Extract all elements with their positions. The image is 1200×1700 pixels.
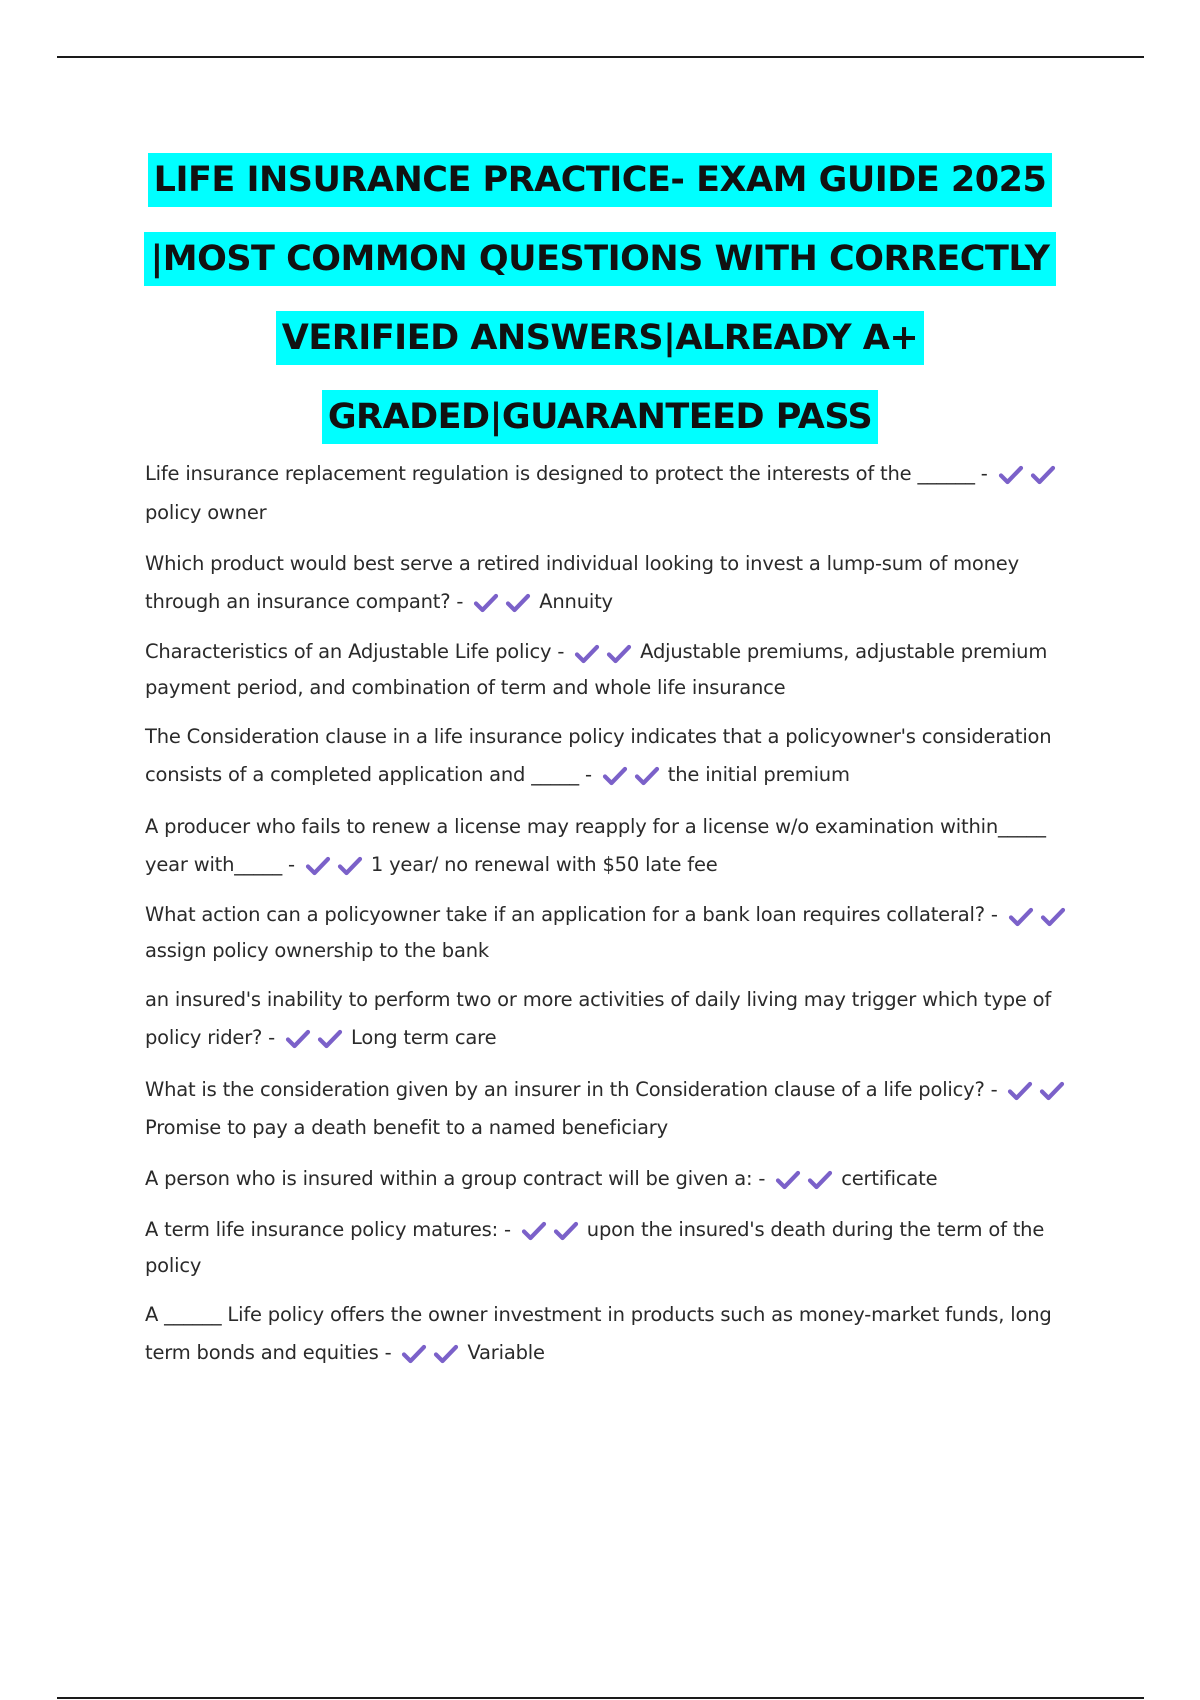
qa-item-10 xyxy=(145,1212,1075,1283)
answer-text: certificate xyxy=(841,1167,938,1190)
answer-text: Variable xyxy=(467,1340,545,1364)
check-icon xyxy=(1008,906,1034,928)
check-icon xyxy=(775,1169,801,1191)
question-text: an insured's inability to perform two or more activities of daily living may trigger which type of policy rider? - xyxy=(145,988,1052,1049)
question-text: Characteristics of an Adjustable Life policy - xyxy=(145,640,565,663)
check-icon xyxy=(1030,464,1056,486)
check-icon xyxy=(505,592,531,614)
double-check-icon xyxy=(775,1161,839,1199)
answer-text: the initial premium xyxy=(667,763,850,786)
answer-text: Adjustable premiums, adjustable premium payment period, and combination of term and whole life insurance xyxy=(145,640,1048,699)
check-icon xyxy=(602,765,628,787)
qa-list xyxy=(145,455,1075,1385)
answer-text: upon the insured's death during the term of the policy xyxy=(145,1217,1045,1277)
check-icon xyxy=(1039,1080,1065,1102)
check-icon xyxy=(574,643,600,665)
answer-text: 1 year/ no renewal with $50 late fee xyxy=(370,852,718,876)
check-icon xyxy=(305,855,331,877)
check-icon xyxy=(807,1169,833,1191)
qa-item-9 xyxy=(145,1160,1075,1199)
double-check-icon xyxy=(998,456,1062,494)
question-text: A producer who fails to renew a license may reapply for a license w/o examination within_____ year with_____ - xyxy=(145,814,1046,876)
check-icon xyxy=(1007,1080,1033,1102)
answer-text: Promise to pay a death benefit to a named beneficiary xyxy=(145,1116,668,1139)
answer-text: assign policy ownership to the bank xyxy=(145,939,489,962)
question-text: What action can a policyowner take if an application for a bank loan requires collateral? - xyxy=(145,903,998,926)
double-check-icon xyxy=(1007,1071,1071,1109)
check-icon xyxy=(634,765,660,787)
title-line-2: |MOST COMMON QUESTIONS WITH CORRECTLY xyxy=(0,219,1200,298)
qa-item-1 xyxy=(145,455,1075,532)
document-title xyxy=(0,140,1200,456)
title-line-4: GRADED|GUARANTEED PASS xyxy=(0,377,1200,456)
double-check-icon xyxy=(305,846,369,884)
question-text: A person who is insured within a group contract will be given a: - xyxy=(145,1167,766,1190)
qa-item-6 xyxy=(145,897,1075,968)
question-text: What is the consideration given by an insurer in th Consideration clause of a life policy? - xyxy=(145,1077,998,1101)
question-text: A term life insurance policy matures: - xyxy=(145,1217,511,1241)
check-icon xyxy=(606,643,632,665)
qa-item-11 xyxy=(145,1296,1075,1373)
check-icon xyxy=(317,1028,343,1050)
qa-item-3 xyxy=(145,634,1075,705)
check-icon xyxy=(433,1343,459,1365)
check-icon xyxy=(285,1028,311,1050)
check-icon xyxy=(998,464,1024,486)
double-check-icon xyxy=(285,1020,349,1058)
check-icon xyxy=(401,1343,427,1365)
double-check-icon xyxy=(473,583,537,621)
answer-text: Annuity xyxy=(539,589,613,613)
question-text: Life insurance replacement regulation is designed to protect the interests of the ______ - xyxy=(145,462,988,485)
answer-text: policy owner xyxy=(145,500,267,524)
double-check-icon xyxy=(1008,898,1072,933)
question-text: The Consideration clause in a life insurance policy indicates that a policyowner's consideration consists of a completed application and _____ - xyxy=(145,725,1052,786)
check-icon xyxy=(1040,906,1066,928)
check-icon xyxy=(473,592,499,614)
answer-text: Long term care xyxy=(351,1026,497,1049)
qa-item-2 xyxy=(145,545,1075,622)
check-icon xyxy=(337,855,363,877)
double-check-icon xyxy=(521,1213,585,1248)
title-line-1: LIFE INSURANCE PRACTICE- EXAM GUIDE 2025 xyxy=(0,140,1200,219)
check-icon xyxy=(553,1220,579,1242)
double-check-icon xyxy=(602,757,666,795)
qa-item-5 xyxy=(145,808,1075,885)
qa-item-8 xyxy=(145,1071,1075,1148)
top-rule xyxy=(57,56,1144,58)
bottom-rule xyxy=(57,1697,1144,1699)
double-check-icon xyxy=(574,635,638,670)
check-icon xyxy=(521,1220,547,1242)
question-text: Which product would best serve a retired individual looking to invest a lump-sum of money through an insurance compant? - xyxy=(145,551,1019,613)
qa-item-4 xyxy=(145,718,1075,795)
qa-item-7 xyxy=(145,981,1075,1058)
title-line-3: VERIFIED ANSWERS|ALREADY A+ xyxy=(0,298,1200,377)
question-text: A ______ Life policy offers the owner investment in products such as money-market funds, long term bonds and equities - xyxy=(145,1302,1052,1364)
double-check-icon xyxy=(401,1334,465,1372)
